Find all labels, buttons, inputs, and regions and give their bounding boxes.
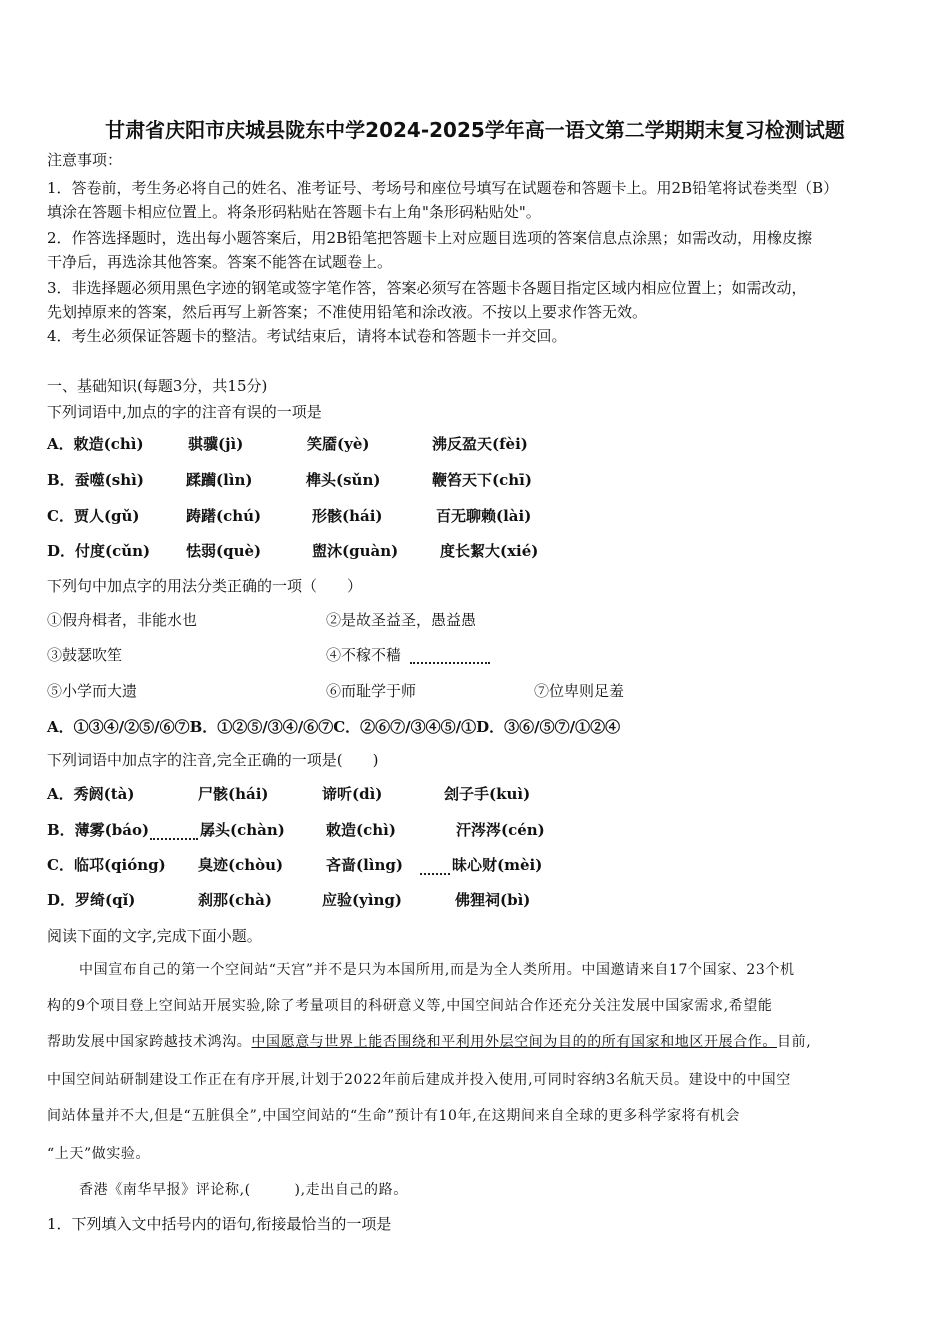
option-d-item-1: D．罗绮(qǐ) [47,891,136,909]
option-a-item-1: A．敕造(chì) [47,435,144,453]
sentence-6: ⑥而耻学于师 [326,682,417,700]
sentence-5: ⑤小学而大遗 [47,682,138,700]
option-d-item-3: 应验(yìng) [322,891,403,909]
option-b-item-3: 敕造(chì) [326,821,396,839]
option-b-item-1: B．蚕噬(shì) [47,471,144,489]
option-c-item-2: 踌躇(chú) [186,507,262,525]
option-d-item-1: D．付度(cǔn) [47,542,151,560]
notice-line-7: 4．考生必须保证答题卡的整洁。考试结束后，请将本试卷和答题卡一并交回。 [47,327,567,345]
sentence-1: ①假舟楫者，非能水也 [47,611,198,629]
emphasis-dots [410,662,490,664]
option-d-item-2: 怯弱(què) [186,542,262,560]
option-c-item-3: 吝啬(lìng) [326,856,403,874]
option-b-item-4: 鞭笞天下(chī) [432,471,532,489]
option-a-item-3: 谛听(dì) [322,785,383,803]
option-c-item-4: 百无聊赖(lài) [436,507,532,525]
notice-line-4: 干净后，再选涂其他答案。答案不能答在试题卷上。 [47,253,393,271]
emphasis-dots [420,873,450,875]
reading-question-1: 1．下列填入文中括号内的语句,衔接最恰当的一项是 [47,1215,392,1233]
notice-line-2: 填涂在答题卡相应位置上。将条形码粘贴在答题卡右上角"条形码粘贴处"。 [47,203,541,221]
emphasis-dots [150,838,198,840]
answer-options: A．①③④/②⑤/⑥⑦B．①②⑤/③④/⑥⑦C．②⑥⑦/③④⑤/①D．③⑥/⑤⑦/①②④ [47,718,621,736]
option-a-item-2: 骐骥(jì) [188,435,244,453]
passage-paragraph-2: 香港《南华早报》评论称,( ),走出自己的路。 [79,1182,408,1198]
notice-line-6: 先划掉原来的答案，然后再写上新答案；不准使用铅笔和涂改液。不按以上要求作答无效。 [47,303,648,321]
question-stem: 下列句中加点字的用法分类正确的一项（ ） [47,577,363,595]
option-b-item-2: 孱头(chàn) [200,821,285,839]
option-b-item-3: 榫头(sǔn) [306,471,381,489]
sentence-3: ③鼓瑟吹笙 [47,646,123,664]
passage-line-1: 中国宣布自己的第一个空间站“天宫”并不是只为本国所用,而是为全人类所用。中国邀请来自17个国家、23个机 [79,962,795,978]
option-b-item-4: 汗涔涔(cén) [456,821,545,839]
sentence-4: ④不稼不穑 [326,646,402,664]
passage-line-4: 中国空间站研制建设工作正在有序开展,计划于2022年前后建成并投入使用,可同时容纳3名航天员。建设中的中国空 [47,1072,791,1088]
option-c-item-3: 形骸(hái) [312,507,383,525]
question-stem: 下列词语中,加点的字的注音有误的一项是 [47,403,322,421]
sentence-2: ②是故圣益圣，愚益愚 [326,611,477,629]
option-a-item-3: 笑靥(yè) [307,435,370,453]
underlined-sentence: 中国愿意与世界上能否围绕和平利用外层空间为目的的所有国家和地区开展合作。 [251,1034,778,1050]
section-heading: 一、基础知识(每题3分，共15分) [47,377,268,395]
option-c-item-1: C．贾人(gǔ) [47,507,140,525]
passage-line-3 [47,1032,907,1052]
option-d-item-4: 度长絜大(xié) [440,542,539,560]
option-b-item-2: 蹂躏(lìn) [186,471,253,489]
notice-line-1: 1．答卷前，考生务必将自己的姓名、准考证号、考场号和座位号填写在试题卷和答题卡上。用2B铅笔将试卷类型（B） [47,179,839,197]
option-c-item-1: C．临邛(qióng) [47,856,166,874]
option-c-item-4: 昧心财(mèi) [452,856,543,874]
question-stem: 下列词语中加点字的注音,完全正确的一项是( ) [47,751,379,769]
notice-line-5: 3．非选择题必须用黑色字迹的钢笔或签字笔作答，答案必须写在答题卡各题目指定区域内相应位置上；如需改动， [47,279,807,297]
passage-text: 帮助发展中国家跨越技术鸿沟。 [47,1034,252,1050]
option-b-item-1: B．薄雾(báo) [47,821,150,839]
option-c-item-2: 臭迹(chòu) [198,856,284,874]
notice-heading: 注意事项： [47,151,123,169]
passage-text: 目前, [777,1034,812,1050]
passage-line-2: 构的9个项目登上空间站开展实验,除了考量项目的科研意义等,中国空间站合作还充分关注发展中国家需求,希望能 [47,998,773,1014]
option-a-item-1: A．秀阏(tà) [47,785,135,803]
option-a-item-2: 尸骸(hái) [198,785,269,803]
option-a-item-4: 刽子手(kuì) [444,785,531,803]
page-title: 甘肃省庆阳市庆城县陇东中学2024-2025学年高一语文第二学期期末复习检测试题 [105,118,845,142]
passage-line-5: 间站体量并不大,但是“五脏俱全”,中国空间站的“生命”预计有10年,在这期间来自全球的更多科学家将有机会 [47,1108,740,1124]
sentence-7: ⑦位卑则足羞 [534,682,625,700]
option-d-item-2: 刹那(chà) [198,891,272,909]
reading-intro: 阅读下面的文字,完成下面小题。 [47,927,262,945]
notice-line-3: 2．作答选择题时，选出每小题答案后，用2B铅笔把答题卡上对应题目选项的答案信息点涂黑；如需改动，用橡皮擦 [47,229,813,247]
option-d-item-3: 盥沐(guàn) [312,542,399,560]
passage-line-6: “上天”做实验。 [47,1146,151,1162]
option-a-item-4: 沸反盈天(fèi) [432,435,528,453]
option-d-item-4: 佛狸祠(bì) [455,891,531,909]
